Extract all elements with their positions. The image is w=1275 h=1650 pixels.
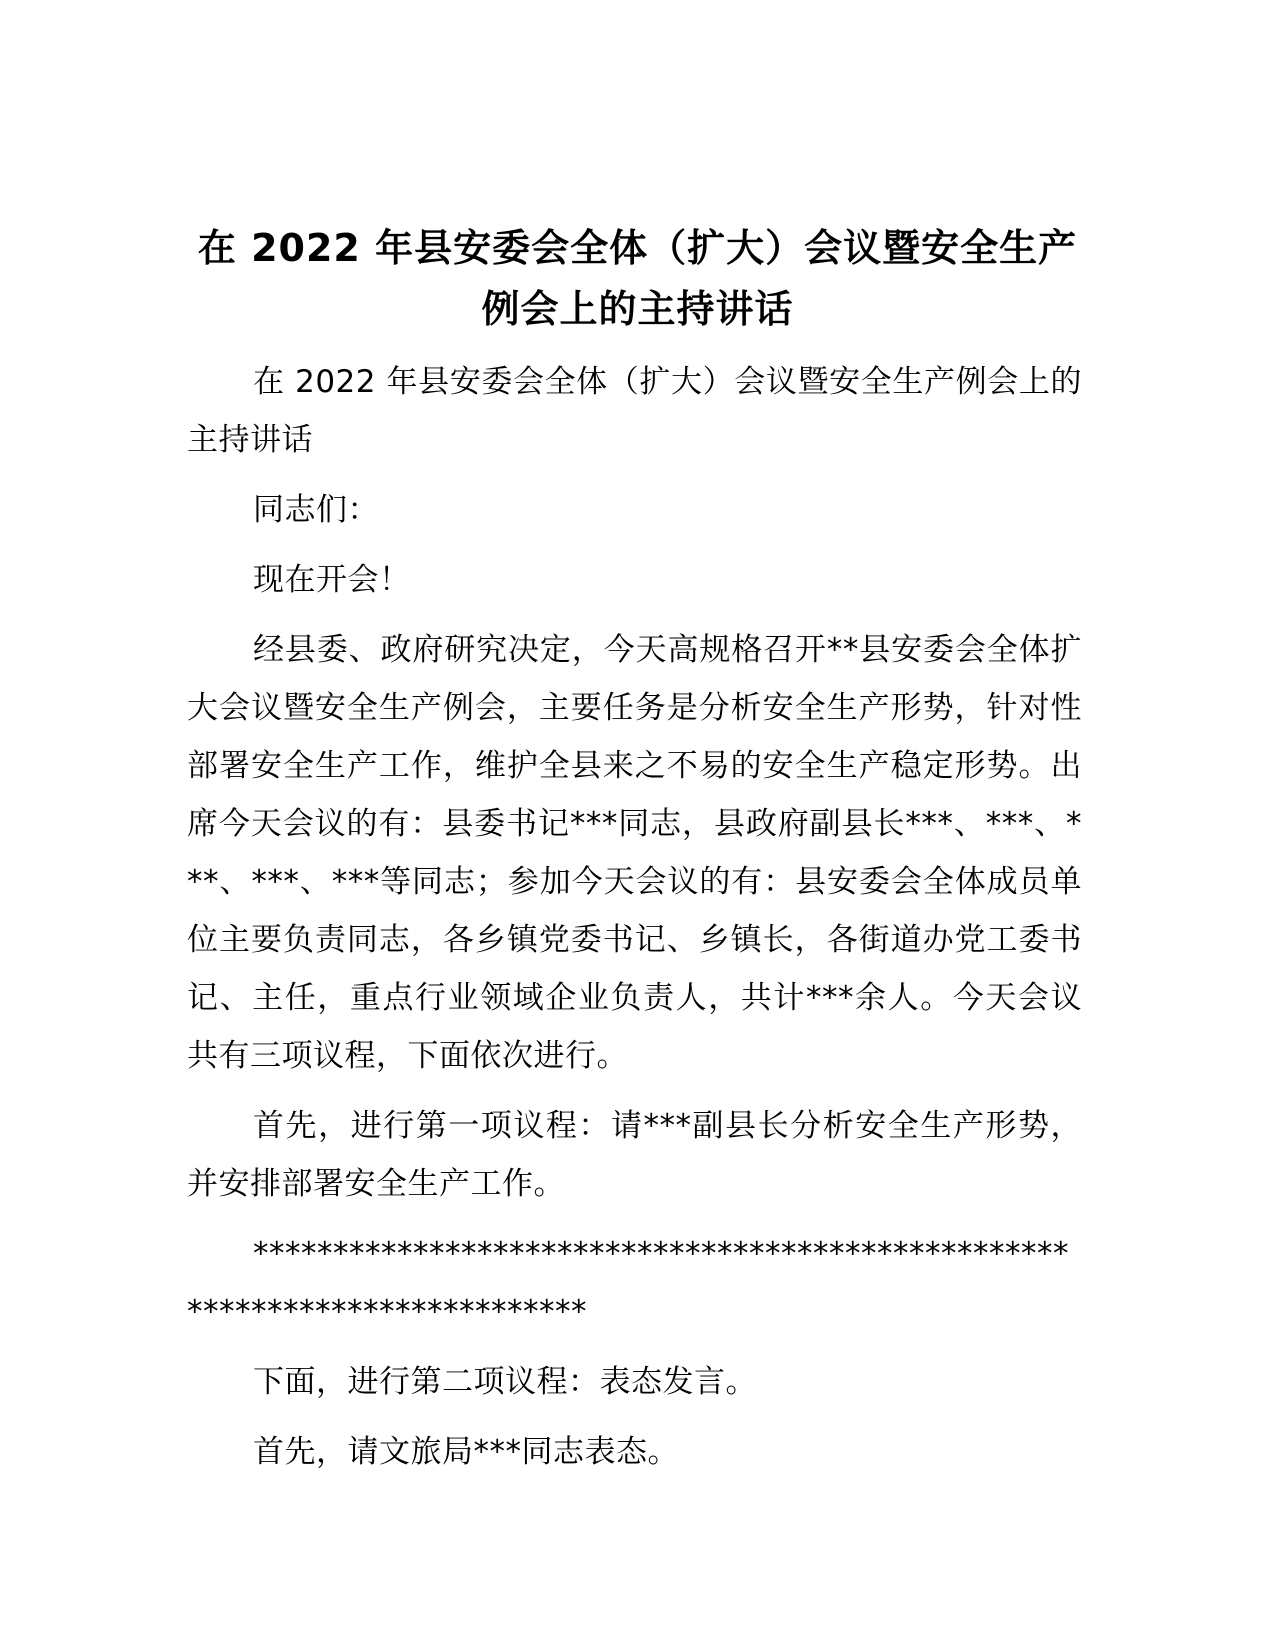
salutation-paragraph: 同志们：	[253, 492, 379, 528]
agenda-item-two-paragraph: 下面，进行第二项议程：表态发言。	[253, 1364, 757, 1400]
redacted-separator-paragraph: ****************************************************************************	[187, 1236, 1069, 1330]
introduction-paragraph: 经县委、政府研究决定，今天高规格召开**县安委会全体扩大会议暨安全生产例会，主要任务是分析安全生产形势，针对性部署安全生产工作，维护全县来之不易的安全生产稳定形势。出席今天会议的有：县委书记***同志，县政府副县长***、***、***、***、***等同志；参加今天会议的有：县安委会全体成员单位主要负责同志，各乡镇党委书记、乡镇长，各街道办党工委书记、主任，重点行业领域企业负责人，共计***余人。今天会议共有三项议程，下面依次进行。	[187, 632, 1082, 1074]
agenda-item-one-paragraph: 首先，进行第一项议程：请***副县长分析安全生产形势，并安排部署安全生产工作。	[187, 1108, 1082, 1202]
document-title: 在 2022 年县安委会全体（扩大）会议暨安全生产例会上的主持讲话	[197, 226, 1078, 331]
first-speaker-paragraph: 首先，请文旅局***同志表态。	[253, 1434, 679, 1470]
subtitle-paragraph: 在 2022 年县安委会全体（扩大）会议暨安全生产例会上的主持讲话	[187, 364, 1082, 458]
opening-paragraph: 现在开会！	[253, 562, 411, 598]
document-body	[187, 353, 1082, 1493]
